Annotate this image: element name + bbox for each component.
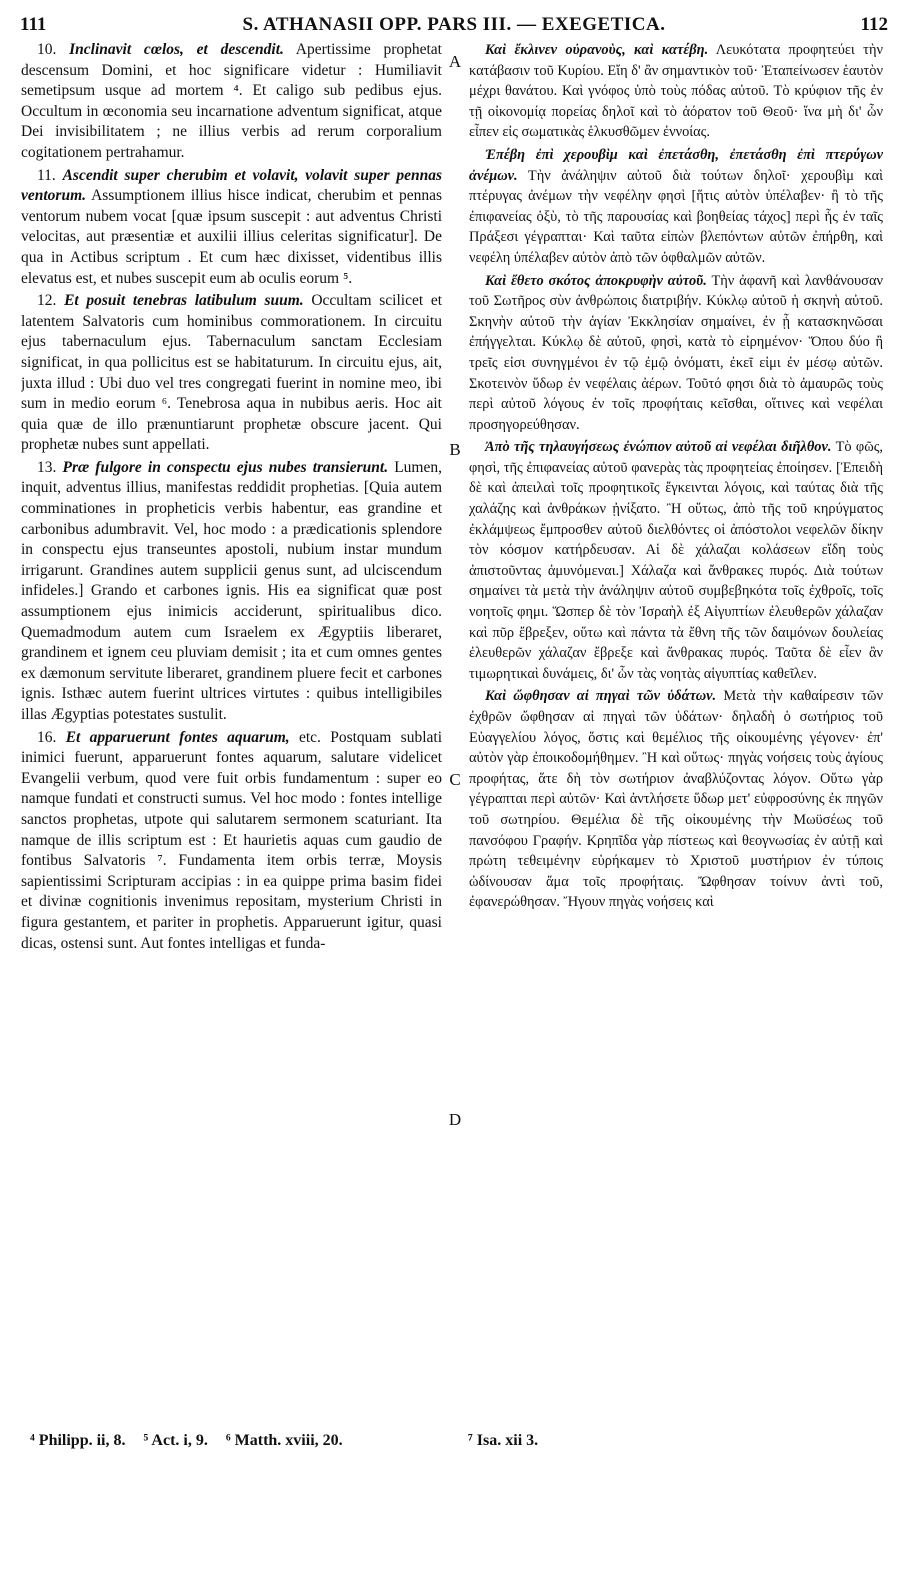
footnote: ⁶ Matth. xviii, 20. — [225, 1432, 343, 1449]
verse-number: 16. — [37, 728, 57, 746]
greek-paragraph — [469, 437, 883, 684]
margin-letter-d: D — [448, 1110, 462, 1129]
margin-letter-a: A — [448, 52, 462, 71]
footnote: ⁴ Philipp. ii, 8. — [30, 1432, 126, 1449]
greek-paragraph — [469, 145, 883, 269]
verse-lemma: Ascendit super cherubim et volavit, volavit super pennas ventorum. — [21, 166, 442, 205]
margin-letter-b: B — [449, 440, 461, 459]
footnotes-right — [468, 1432, 552, 1456]
margin-letter-c: C — [449, 770, 461, 789]
commentary-text: Τὴν ἀφανῆ καὶ λανθάνουσαν τοῦ Σωτῆρος σὺν ἀνθρώποις διατριβήν. Κύκλῳ αὐτοῦ ἡ σκηνὴ αὐτοῦ. Σκηνὴν αὐτοῦ τὴν ἁγίαν Ἐκκλησίαν σημαίνει, ἐν ᾗ κατασκηνῶσαι ἐπήγγελται. Κύκλῳ δὲ αὐτοῦ, φησὶ, κατὰ τὸ εἰρημένον· Ὅπου δύο ἢ τρεῖς εἰσι συνηγμένοι ἐν τῷ ἐμῷ ὀνόματι, ἐκεῖ εἰμι ἐν μέσῳ αὐτῶν. Σκοτεινὸν ὕδωρ ἐν νεφέλαις ἀέρων. Τοῦτό φησι διὰ τὸ ἀμαυρῶς τοὺς περὶ αὐτοῦ λόγους ἐν τοῖς προφήταις κεῖσθαι, οἵτινες καὶ νεφέλαι προσηγορεύθησαν. — [469, 272, 883, 433]
commentary-text: Τὴν ἀνάληψιν αὐτοῦ διὰ τούτων δηλοῖ· χερουβὶμ καὶ πτέρυγας ἀνέμων τὴν νεφέλην φησὶ [ἥτις αὐτὸν ὑπέλαβεν· ἢ τὸ τῆς ἐπιφανείας ὀξὺ, τὸ τῆς παρουσίας καὶ βοηθείας τάχος] περὶ ἧς ἐν ταῖς Πράξεσι γέγραπται· Καὶ ταῦτα εἰπὼν βλεπόντων αὐτῶν ἐπήρθη, καὶ νεφέλη ὑπέλαβεν αὐτὸν ἀπὸ τῶν ὀφθαλμῶν αὐτῶν. — [469, 167, 883, 266]
commentary-text: Lumen, inquit, adventus illius, manifestas reddidit prophetias. [Quia autem comminationes in propheticis verbis habentur, eas grandine et carbonibus adumbravit. Vel, hoc modo : a prædicationis splendore in conspectu ejus transeuntes apostoli, nubium instar mundum irrigarunt. Grandines autem supplicii genus sunt, ad ulciscendum infideles.] Grando et carbones ignis. His ea significat quæ post assumptionem ejus inimicis acciderunt, spiritualibus dico. Quemadmodum autem cum Israelem ex Ægyptiis liberaret, grandinem et ignem ceu pluviam demisit ; ita et cum omnes gentes ex dæmonum servitute liberaret, grandinem pluere fecit et carbones ignis. Isthæc autem fuerint ultrices virtutes : quibus intelligibiles illas Ægyptias potestates sustulit. — [21, 458, 442, 723]
verse-lemma: Καὶ ἔθετο σκότος ἀποκρυφὴν αὐτοῦ. — [485, 272, 707, 289]
verse-number: 10. — [37, 41, 57, 58]
footnote: ⁵ Act. i, 9. — [143, 1432, 208, 1449]
running-title: S. ATHANASII OPP. PARS III. — EXEGETICA. — [242, 14, 666, 35]
greek-paragraph — [469, 686, 883, 913]
verse-lemma: Καὶ ὤφθησαν αἱ πηγαὶ τῶν ὑδάτων. — [485, 688, 717, 705]
commentary-text: Apertissime prophetat descensum Domini, et hoc significare videtur : Humiliavit semetipsum usque ad mortem ⁴. Et caligo sub pedibus ejus. Occultum in œconomia seu incarnatione adventum significat, atque Dei invisibilitatem ; ne illius verbis ad rerum corporalium cogitationem pertrahamur. — [21, 41, 442, 161]
verse-lemma: Et apparuerunt fontes aquarum, — [65, 728, 290, 746]
latin-paragraph — [21, 291, 442, 456]
verse-number: 13. — [37, 458, 57, 476]
running-header — [20, 14, 888, 40]
verse-number: 11. — [37, 166, 56, 184]
footnotes-left — [30, 1432, 357, 1456]
page-number-left: 111 — [20, 14, 47, 35]
latin-paragraph — [21, 40, 442, 164]
commentary-text: Τὸ φῶς, φησὶ, τῆς ἐπιφανείας αὐτοῦ φανερὰς τὰς προφητείας ἐποίησεν. [Ἐπειδὴ δὲ καὶ ἀπειλαὶ τοῖς προφητικοῖς ἔγκεινται λόγοις, καὶ ταύτας διὰ τῆς χαλάζης καὶ ἀνθράκων ᾐνίξατο. Ἢ οὕτως, ἀπὸ τῆς τοῦ κηρύγματος ἐκλάμψεως ἔμπροσθεν αὐτοῦ διελθόντες οἱ ἀπόστολοι νεφελῶν δίκην τὸν κόσμον κατήρδευσαν. Αἱ δὲ χάλαζαι κολάσεων εἴδη τοὺς ἀπιστοῦντας ἀμυνόμεναι.] Χάλαζα καὶ ἄνθρακες πυρός. Διὰ τούτων σημαίνει τὰ μετὰ τὴν ἀνάληψιν αὐτοῦ συμβεβηκότα τοῖς ἐχθροῖς, τοῖς νοητοῖς φημι. Ὥσπερ δὲ τὸν Ἰσραὴλ ἐξ Αἰγυπτίων ἐλευθερῶν χάλαζαν καὶ πῦρ ἔβρεξεν, οὕτω καὶ πάντα τὰ ἔθνη τῆς τῶν δαιμόνων δουλείας ἐλευθερῶν χάλαζαν ἔβρεξε καὶ ἄνθρακας πυρός. Ταῦτα δὲ εἶεν ἂν τιμωρητικαὶ δυνάμεις, δι' ὧν τὰς νοητὰς αἰγυπτίας καθεῖλεν. — [469, 439, 883, 682]
commentary-text: Assumptionem illius hisce indicat, cherubim et pennas ventorum nubem vocat [quæ ipsum suscepit : aut adventus Christi velocitas, aut præsentiæ et auxilii illius celeritas significatur]. De qua in Actibus scriptum . Et cum hæc dixisset, videntibus illis elevatus est, et nubes suscepit eum ab oculis eorum ⁵. — [21, 187, 442, 287]
latin-paragraph — [21, 458, 442, 726]
verse-lemma: Ἀπὸ τῆς τηλαυγήσεως ἐνώπιον αὐτοῦ αἱ νεφέλαι διῆλθον. — [485, 439, 832, 456]
footnote: ⁷ Isa. xii 3. — [468, 1432, 539, 1449]
latin-paragraph — [21, 728, 442, 955]
latin-column — [21, 40, 442, 1440]
verse-lemma: Inclinavit cœlos, et descendit. — [69, 41, 284, 58]
greek-paragraph — [469, 40, 883, 143]
commentary-text: Occultam scilicet et latentem Salvatoris cum hominibus commorationem. In circuitu ejus tabernaculum ejus. Tabernaculum sanctam Ecclesiam significat, in qua pollicitus est se habitaturum. In circuitu ejus, ait, juxta illud : Ubi duo vel tres congregati fuerint in nomine meo, ibi sum in medio eorum ⁶. Tenebrosa aqua in nubibus aeris. Hoc ait quia quæ de illo prænuntiarunt prophetæ obscure jacent. Qui prophetæ nubes sunt appellati. — [21, 292, 442, 454]
commentary-text: etc. Postquam sublati inimici fuerunt, apparuerunt fontes aquarum, salutare videlicet Evangelii verbum, quod vere fuit orbis fundamentum : super eo namque fundati et constructi sumus. Vel hoc modo : fontes intellige sanctos prophetas, utpote qui salutarem sermonem scaturiant. Ita namque de illis scriptum est : Et haurietis aquas cum gaudio de fontibus Salvatoris ⁷. Fundamenta item orbis terræ, Moysis sapientissimi Scripturam accipias : in ea quippe prima basim fidei et divinæ cognitionis invenimus repositam, mysterium Christi in figura gestantem, et pariter in prophetis. Apparuerunt igitur, quasi dicas, ostensi sunt. Aut fontes intelligas et funda- — [21, 728, 442, 952]
verse-lemma: Præ fulgore in conspectu ejus nubes transierunt. — [62, 458, 389, 476]
commentary-text: Μετὰ τὴν καθαίρεσιν τῶν ἐχθρῶν ὤφθησαν αἱ πηγαὶ τῶν ὑδάτων· δηλαδὴ ὁ σωτήριος τοῦ Εὐαγγελίου λόγος, ὅστις καὶ θεμέλιος τῆς οἰκουμένης γέγονεν· ἐπ' αὐτὸν γὰρ ἐποικοδομήθημεν. Ἢ καὶ οὕτως· πηγὰς νοήσεις τοὺς ἁγίους προφήτας, ἅτε δὴ τὸν σωτήριον ἀναβλύζοντας λόγον. Οὕτω γὰρ γέγραπται περὶ αὐτῶν· Καὶ ἀντλήσετε ὕδωρ μετ' εὐφροσύνης ἐκ πηγῶν τοῦ σωτηρίου. Θεμέλια δὲ τῆς οἰκουμένης τὴν Μωϋσέως τοῦ πανσόφου Γραφήν. Κρηπῖδα γὰρ πίστεως καὶ θεογνωσίας ἐν αὐτῇ καὶ πρώτη τεθειμένην εὑρήκαμεν τὸ Χριστοῦ μυστήριον ἐν τύποις ὠδίνουσαν ἅμα τοῖς προφήταις. Ὤφθησαν τοίνυν ἀντὶ τοῦ, ἐφανερώθησαν. Ἤγουν πηγὰς νοήσεις καὶ — [469, 688, 883, 911]
verse-lemma: Ἐπέβη ἐπὶ χερουβὶμ καὶ ἐπετάσθη, ἐπετάσθη ἐπὶ πτερύγων ἀνέμων. — [469, 146, 883, 184]
verse-number: 12. — [37, 292, 57, 310]
greek-column — [469, 40, 883, 1440]
commentary-text: Λευκότατα προφητεύει τὴν κατάβασιν τοῦ Κυρίου. Εἴη δ' ἂν σημαντικὸν τοῦ· Ἐταπείνωσεν ἑαυτὸν μέχρι θανάτου. Καὶ γνόφος ὑπὸ τοὺς πόδας αὐτοῦ. Τὸ κρύφιον τῆς ἐν τῇ οἰκονομίᾳ πορείας δηλοῖ καὶ τὸ ἀόρατον τοῦ Θεοῦ· ἵνα μὴ δι' ὧν εἶπεν εἰς σωματικὰς ἑλκυσθῶμεν ἐννοίας. — [469, 42, 883, 141]
verse-lemma: Καὶ ἔκλινεν οὐρανοὺς, καὶ κατέβη. — [485, 42, 709, 58]
page-number-right: 112 — [860, 14, 888, 35]
verse-lemma: Et posuit tenebras latibulum suum. — [64, 292, 304, 310]
latin-paragraph — [21, 166, 442, 290]
greek-paragraph — [469, 271, 883, 436]
